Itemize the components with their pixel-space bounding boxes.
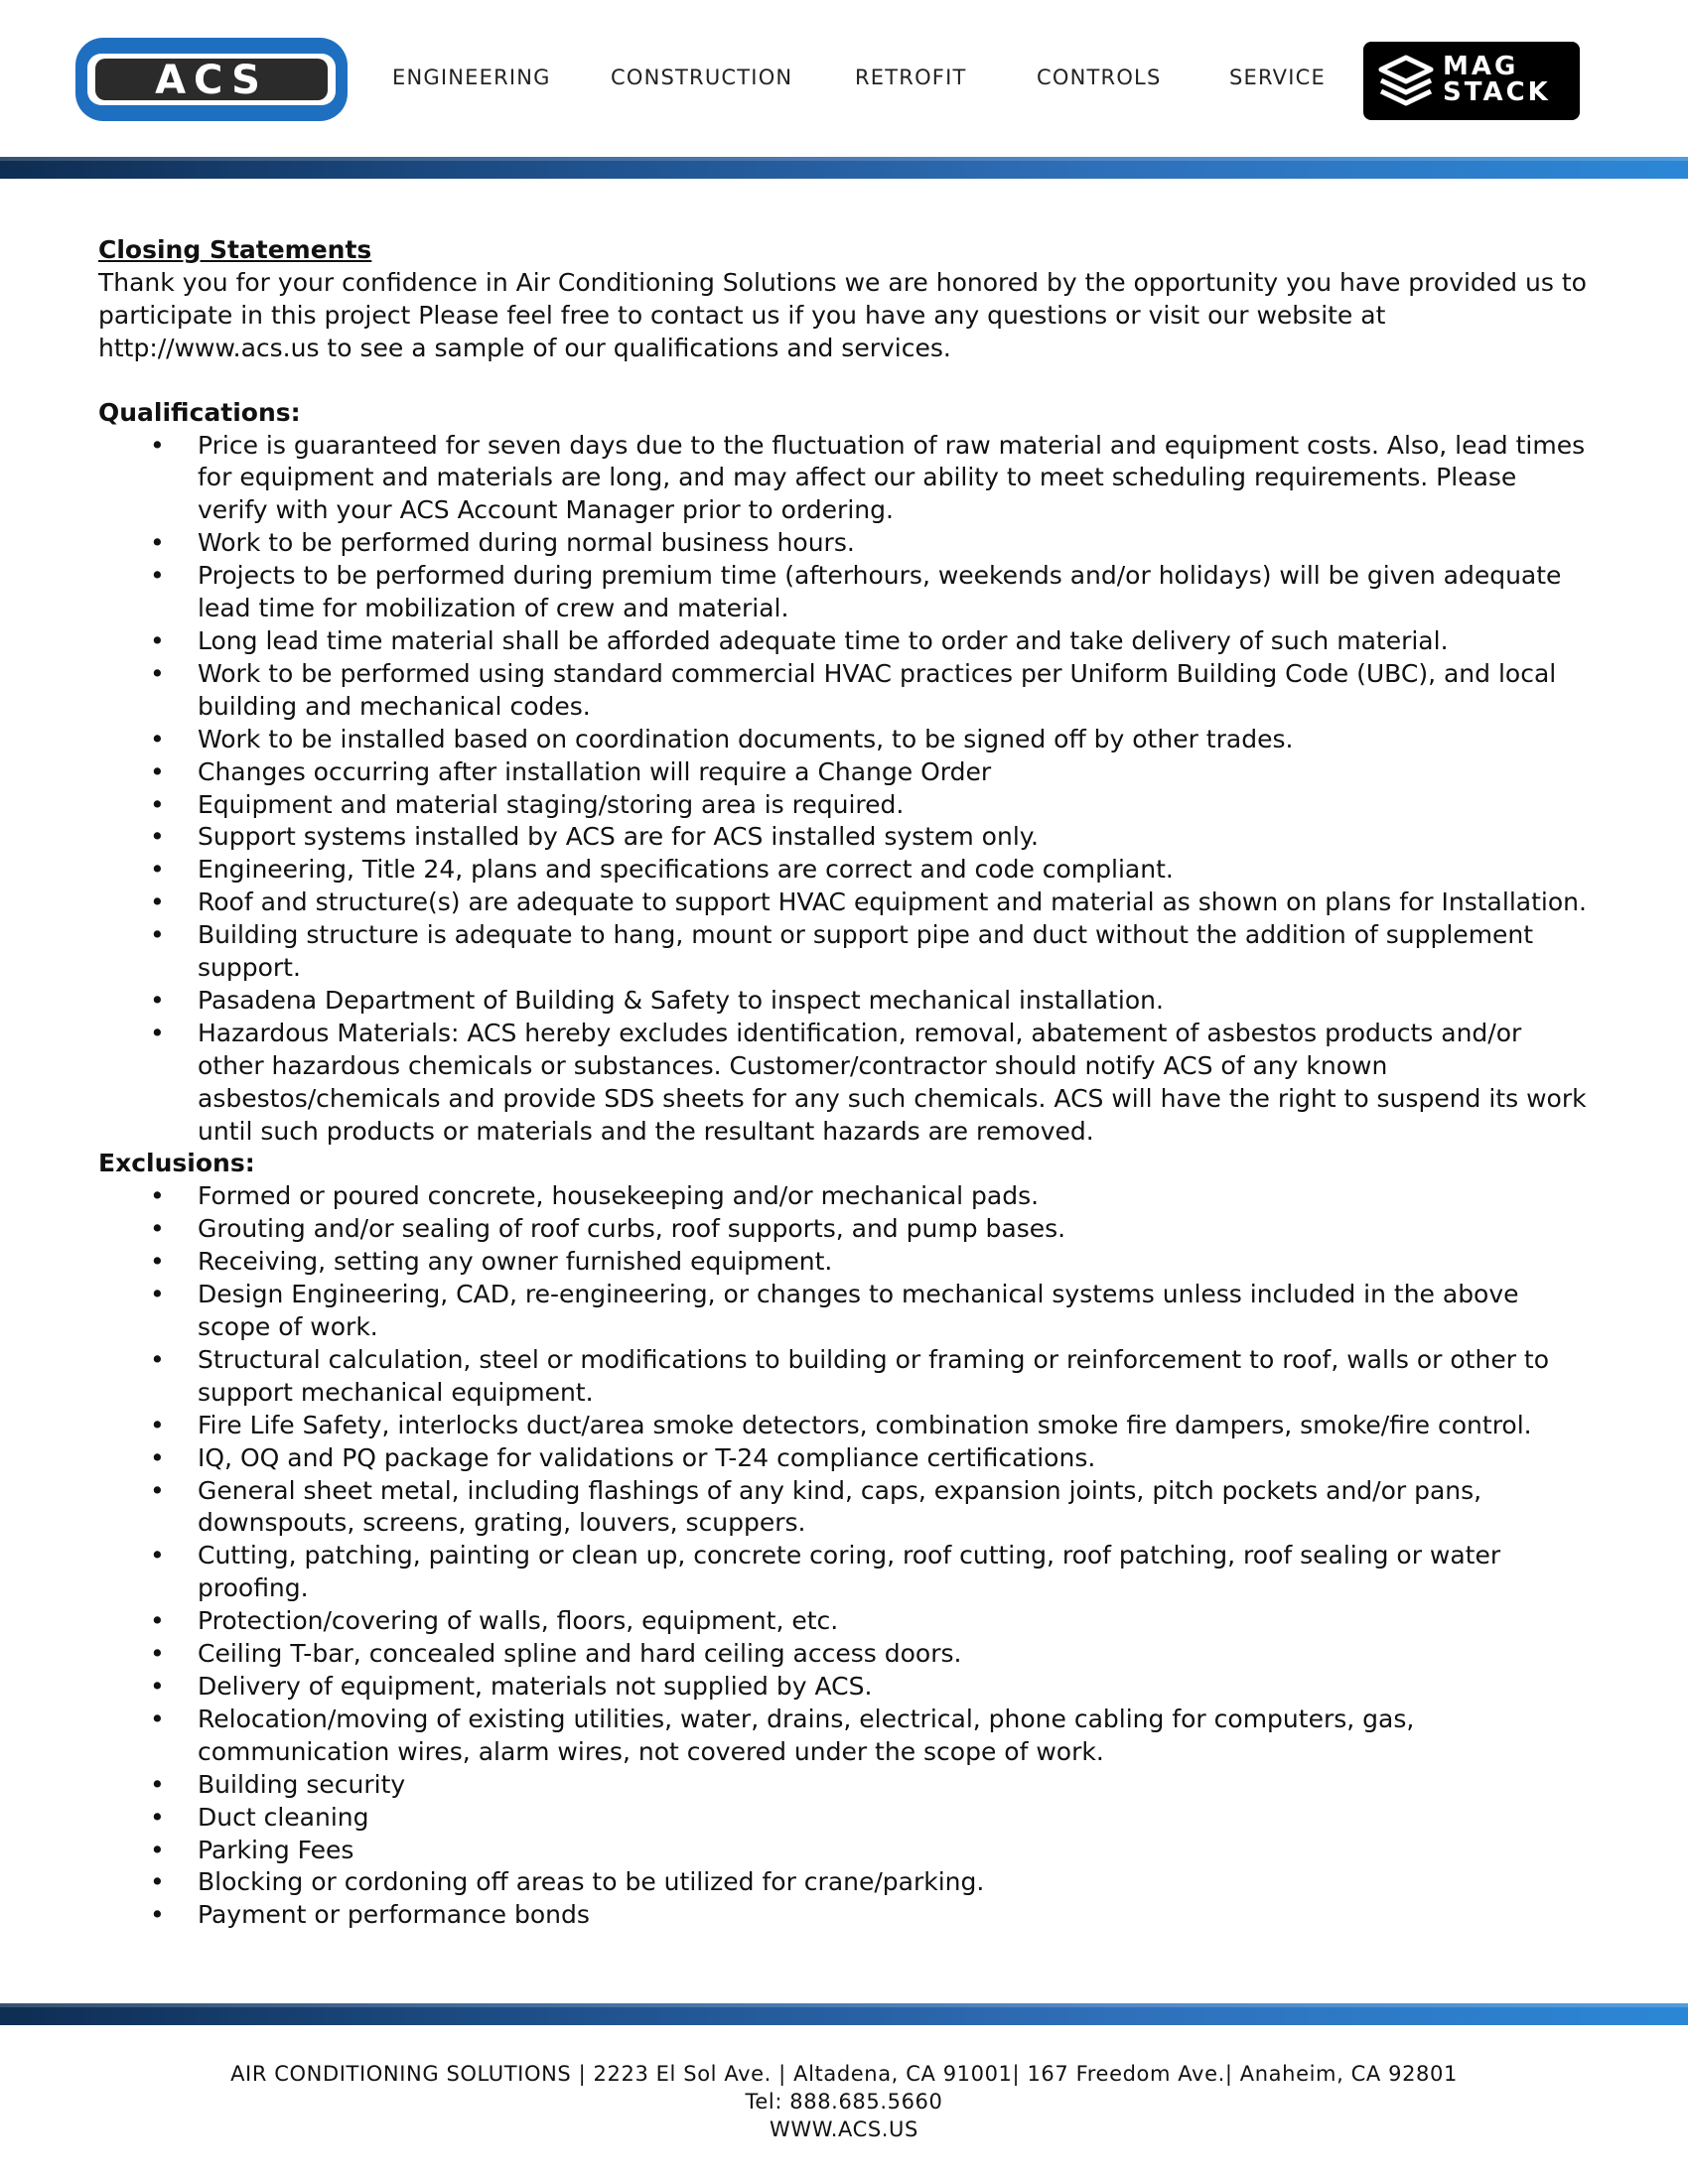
list-item: • Design Engineering, CAD, re-engineering, or changes to mechanical systems unless included in the above scope of work.	[98, 1279, 1588, 1344]
page-footer	[0, 2060, 1688, 2143]
qualifications-list	[98, 430, 1588, 1149]
list-item: • Building structure is adequate to hang, mount or support pipe and duct without the addition of supplement support.	[98, 919, 1588, 985]
list-item: • Long lead time material shall be afforded adequate time to order and take delivery of such material.	[98, 625, 1588, 658]
nav-controls[interactable]: CONTROLS	[1037, 66, 1162, 89]
list-item: • Formed or poured concrete, housekeeping and/or mechanical pads.	[98, 1180, 1588, 1213]
list-item: • Equipment and material staging/storing area is required.	[98, 789, 1588, 822]
qualifications-title: Qualifications:	[98, 397, 301, 427]
list-item: • Work to be installed based on coordination documents, to be signed off by other trades.	[98, 724, 1588, 756]
list-item: • Cutting, patching, painting or clean up, concrete coring, roof cutting, roof patching, roof sealing or water proofing.	[98, 1540, 1588, 1605]
list-item: • Support systems installed by ACS are for ACS installed system only.	[98, 821, 1588, 854]
list-item: • Parking Fees	[98, 1835, 1588, 1867]
list-item: • Fire Life Safety, interlocks duct/area smoke detectors, combination smoke fire dampers, smoke/fire control.	[98, 1410, 1588, 1442]
acs-logo-text: ACS	[155, 58, 268, 103]
list-item: • Pasadena Department of Building & Safety to inspect mechanical installation.	[98, 985, 1588, 1018]
exclusions-title: Exclusions:	[98, 1149, 255, 1178]
footer-phone: Tel: 888.685.5660	[745, 2090, 943, 2114]
list-item: • Grouting and/or sealing of roof curbs, roof supports, and pump bases.	[98, 1213, 1588, 1246]
footer-address: AIR CONDITIONING SOLUTIONS | 2223 El Sol Ave. | Altadena, CA 91001| 167 Freedom Ave.| Anaheim, CA 92801	[230, 2062, 1458, 2086]
list-item: • Relocation/moving of existing utilities, water, drains, electrical, phone cabling for computers, gas, communication wires, alarm wires, not covered under the scope of work.	[98, 1704, 1588, 1769]
footer-website[interactable]: WWW.ACS.US	[770, 2117, 918, 2141]
acs-logo	[73, 36, 350, 123]
magstack-line2: STACK	[1443, 77, 1551, 107]
list-item: • Duct cleaning	[98, 1802, 1588, 1835]
list-item: • Payment or performance bonds	[98, 1899, 1588, 1932]
header-divider-bar	[0, 157, 1688, 179]
exclusions-list	[98, 1180, 1588, 1932]
list-item: • Engineering, Title 24, plans and specifications are correct and code compliant.	[98, 854, 1588, 887]
nav-engineering[interactable]: ENGINEERING	[392, 66, 551, 89]
list-item: • Projects to be performed during premium time (afterhours, weekends and/or holidays) will be given adequate lead time for mobilization of crew and material.	[98, 560, 1588, 625]
list-item: • General sheet metal, including flashings of any kind, caps, expansion joints, pitch pockets and/or pans, downspouts, screens, grating, louvers, scuppers.	[98, 1475, 1588, 1541]
list-item: • Ceiling T-bar, concealed spline and hard ceiling access doors.	[98, 1638, 1588, 1671]
nav-retrofit[interactable]: RETROFIT	[855, 66, 967, 89]
stacked-layers-icon	[1377, 55, 1435, 108]
list-item: • Delivery of equipment, materials not supplied by ACS.	[98, 1671, 1588, 1704]
list-item: • Hazardous Materials: ACS hereby excludes identification, removal, abatement of asbestos products and/or other hazardous chemicals or substances. Customer/contractor should notify ACS of any known asbestos/chemicals and provide SDS sheets for any such chemicals. ACS will have the right to suspend its work until such products or materials and the resultant hazards are removed.	[98, 1018, 1588, 1149]
top-nav	[392, 66, 1326, 95]
list-item: • Work to be performed using standard commercial HVAC practices per Uniform Building Code (UBC), and local building and mechanical codes.	[98, 658, 1588, 724]
list-item: • Price is guaranteed for seven days due to the fluctuation of raw material and equipment costs. Also, lead times for equipment and materials are long, and may affect our ability to meet scheduling requirements. Please verify with your ACS Account Manager prior to ordering.	[98, 430, 1588, 528]
list-item: • Roof and structure(s) are adequate to support HVAC equipment and material as shown on plans for Installation.	[98, 887, 1588, 919]
list-item: • Changes occurring after installation will require a Change Order	[98, 756, 1588, 789]
list-item: • Work to be performed during normal business hours.	[98, 527, 1588, 560]
list-item: • Structural calculation, steel or modifications to building or framing or reinforcement to roof, walls or other to support mechanical equipment.	[98, 1344, 1588, 1410]
page-header	[0, 0, 1688, 164]
magstack-logo	[1363, 42, 1580, 120]
magstack-logo-text	[1443, 54, 1551, 105]
list-item: • IQ, OQ and PQ package for validations or T-24 compliance certifications.	[98, 1442, 1588, 1475]
list-item: • Blocking or cordoning off areas to be utilized for crane/parking.	[98, 1866, 1588, 1899]
closing-statements-text: Thank you for your confidence in Air Conditioning Solutions we are honored by the opportunity you have provided us to participate in this project Please feel free to contact us if you have any questions or visit our website at http://www.acs.us to see a sample of our qualifications and services.	[98, 267, 1587, 362]
nav-construction[interactable]: CONSTRUCTION	[611, 66, 793, 89]
closing-statements-title: Closing Statements	[98, 235, 372, 264]
nav-service[interactable]: SERVICE	[1229, 66, 1326, 89]
magstack-line1: MAG	[1443, 52, 1519, 81]
footer-divider-bar	[0, 2003, 1688, 2025]
list-item: • Receiving, setting any owner furnished equipment.	[98, 1246, 1588, 1279]
list-item: • Building security	[98, 1769, 1588, 1802]
list-item: • Protection/covering of walls, floors, equipment, etc.	[98, 1605, 1588, 1638]
document-body	[98, 234, 1588, 1932]
